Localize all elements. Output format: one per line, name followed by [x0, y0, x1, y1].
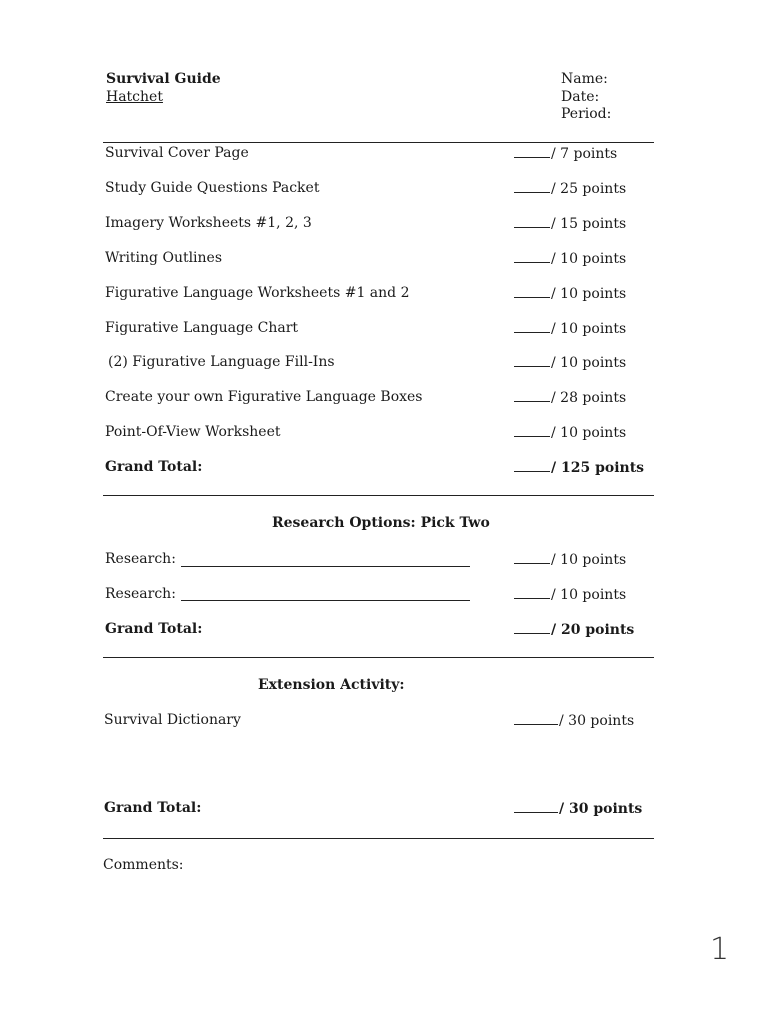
assignment-label: Create your own Figurative Language Boxes [105, 389, 423, 405]
document-subtitle: Hatchet [106, 89, 163, 105]
points-value: / 15 points [551, 216, 627, 232]
points-value: / 25 points [551, 181, 627, 197]
assignment-label: Point-Of-View Worksheet [105, 424, 281, 440]
score-blank [514, 712, 558, 725]
assignment-label: Figurative Language Worksheets #1 and 2 [105, 285, 410, 301]
page-number: 1 [710, 932, 730, 967]
section-divider [103, 838, 654, 839]
points-value: / 10 points [551, 321, 627, 337]
header-divider [103, 142, 654, 143]
assignments-grand-total-score [514, 459, 644, 477]
research-label: Research: [105, 551, 176, 567]
assignment-score [514, 320, 626, 338]
research-grand-total-label: Grand Total: [105, 621, 203, 637]
score-blank [514, 551, 550, 564]
assignment-label: Study Guide Questions Packet [105, 180, 320, 196]
research-heading: Research Options: Pick Two [272, 515, 490, 531]
score-blank [514, 424, 550, 437]
date-label: Date: [561, 89, 600, 105]
document-title: Survival Guide [106, 71, 221, 87]
research-write-line [181, 600, 470, 601]
score-blank [514, 586, 550, 599]
assignment-score [514, 180, 626, 198]
comments-label: Comments: [103, 857, 184, 873]
score-blank [514, 389, 550, 402]
assignment-score [514, 354, 626, 372]
assignment-label: Imagery Worksheets #1, 2, 3 [105, 215, 312, 231]
assignment-label: Writing Outlines [105, 250, 223, 266]
score-blank [514, 354, 550, 367]
extension-grand-total-score [514, 800, 642, 818]
points-value: / 30 points [559, 713, 635, 729]
research-grand-total-score [514, 621, 634, 639]
score-blank [514, 180, 550, 193]
period-label: Period: [561, 106, 612, 122]
points-value: / 10 points [551, 355, 627, 371]
assignment-score [514, 424, 626, 442]
assignment-score [514, 389, 626, 407]
assignment-label: Survival Cover Page [105, 145, 249, 161]
points-value: / 10 points [551, 552, 627, 568]
score-blank [514, 145, 550, 158]
section-divider [103, 657, 654, 658]
research-write-line [181, 566, 470, 567]
assignment-score [514, 215, 626, 233]
research-score [514, 586, 626, 604]
score-blank [514, 621, 550, 634]
points-value: / 20 points [551, 622, 635, 638]
points-value: / 10 points [551, 587, 627, 603]
points-value: / 10 points [551, 251, 627, 267]
points-value: / 30 points [559, 801, 643, 817]
research-label: Research: [105, 586, 176, 602]
score-blank [514, 285, 550, 298]
assignments-grand-total-label: Grand Total: [105, 459, 203, 475]
assignment-label: Figurative Language Chart [105, 320, 299, 336]
extension-item-label: Survival Dictionary [104, 712, 241, 728]
score-blank [514, 250, 550, 263]
assignment-score [514, 285, 626, 303]
assignment-score [514, 145, 617, 163]
research-score [514, 551, 626, 569]
assignment-score [514, 250, 626, 268]
assignment-label: (2) Figurative Language Fill-Ins [108, 354, 335, 370]
score-blank [514, 459, 550, 472]
points-value: / 10 points [551, 286, 627, 302]
points-value: / 7 points [551, 146, 618, 162]
points-value: / 10 points [551, 425, 627, 441]
score-blank [514, 800, 558, 813]
points-value: / 28 points [551, 390, 627, 406]
extension-grand-total-label: Grand Total: [104, 800, 202, 816]
score-blank [514, 320, 550, 333]
section-divider [103, 495, 654, 496]
extension-item-score [514, 712, 634, 730]
score-blank [514, 215, 550, 228]
name-label: Name: [561, 71, 608, 87]
points-value: / 125 points [551, 460, 645, 476]
extension-heading: Extension Activity: [258, 677, 405, 693]
